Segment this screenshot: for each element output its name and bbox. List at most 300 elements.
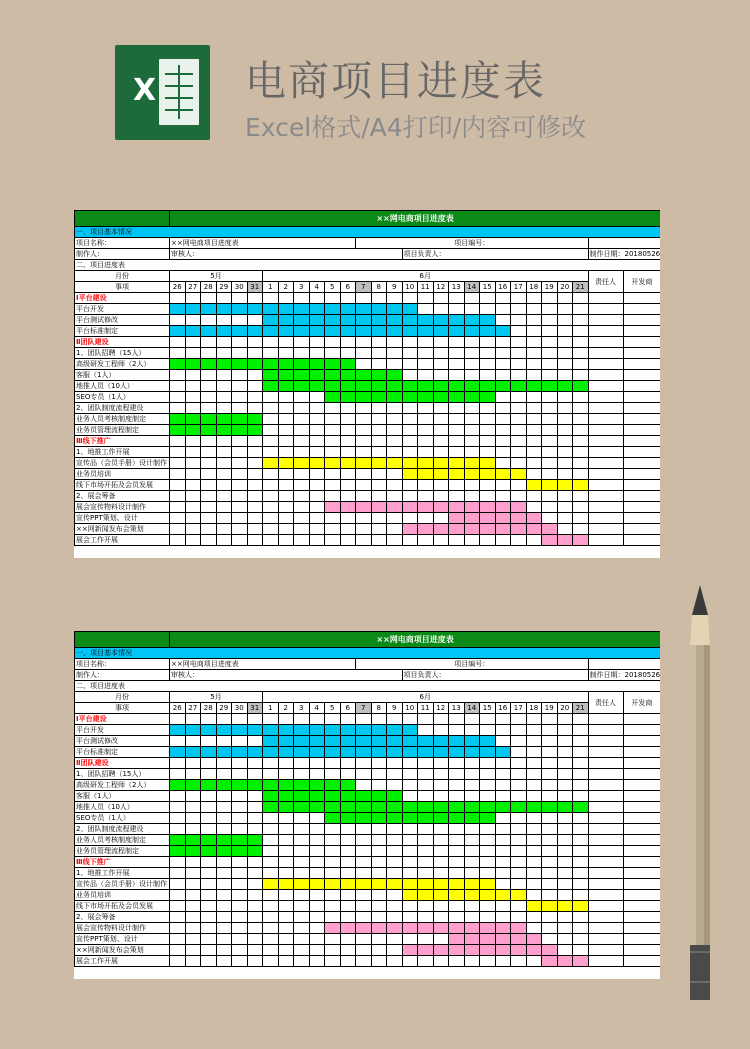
- gantt-empty-cell: [511, 791, 527, 802]
- table-row: [75, 758, 661, 769]
- gantt-empty-cell: [402, 956, 418, 967]
- gantt-bar-cell: [232, 780, 248, 791]
- gantt-empty-cell: [185, 491, 201, 502]
- gantt-bar-cell: [371, 725, 387, 736]
- gantt-bar-cell: [216, 780, 232, 791]
- gantt-empty-cell: [495, 293, 511, 304]
- gantt-empty-cell: [418, 835, 434, 846]
- day-header: 30: [232, 282, 248, 293]
- gantt-empty-cell: [573, 392, 589, 403]
- gantt-bar-cell: [170, 414, 186, 425]
- gantt-empty-cell: [526, 857, 542, 868]
- gantt-empty-cell: [402, 857, 418, 868]
- resp-cell: [588, 956, 623, 967]
- task-label-cell: 业务员培训: [75, 890, 170, 901]
- section-basic-info: 一、项目基本情况: [75, 227, 661, 238]
- gantt-empty-cell: [278, 890, 294, 901]
- gantt-empty-cell: [557, 425, 573, 436]
- gantt-empty-cell: [511, 535, 527, 546]
- gantt-empty-cell: [573, 436, 589, 447]
- gantt-empty-cell: [201, 758, 217, 769]
- gantt-empty-cell: [526, 846, 542, 857]
- gantt-empty-cell: [449, 436, 465, 447]
- gantt-empty-cell: [263, 535, 279, 546]
- gantt-empty-cell: [325, 758, 341, 769]
- gantt-bar-cell: [495, 469, 511, 480]
- gantt-bar-cell: [356, 791, 372, 802]
- gantt-bar-cell: [232, 326, 248, 337]
- gantt-empty-cell: [557, 337, 573, 348]
- gantt-empty-cell: [201, 813, 217, 824]
- dev-cell: [623, 535, 660, 546]
- gantt-empty-cell: [216, 758, 232, 769]
- gantt-empty-cell: [495, 337, 511, 348]
- gantt-empty-cell: [185, 879, 201, 890]
- gantt-bar-cell: [511, 934, 527, 945]
- gantt-bar-cell: [418, 502, 434, 513]
- table-row: [75, 535, 661, 546]
- gantt-bar-cell: [309, 326, 325, 337]
- gantt-bar-cell: [356, 304, 372, 315]
- gantt-bar-cell: [185, 425, 201, 436]
- gantt-bar-cell: [185, 304, 201, 315]
- gantt-empty-cell: [495, 879, 511, 890]
- gantt-empty-cell: [340, 901, 356, 912]
- gantt-empty-cell: [185, 857, 201, 868]
- gantt-bar-cell: [402, 502, 418, 513]
- gantt-empty-cell: [340, 469, 356, 480]
- gantt-bar-cell: [263, 315, 279, 326]
- gantt-bar-cell: [526, 524, 542, 535]
- gantt-empty-cell: [511, 747, 527, 758]
- gantt-bar-cell: [480, 879, 496, 890]
- gantt-empty-cell: [495, 414, 511, 425]
- gantt-empty-cell: [216, 714, 232, 725]
- gantt-empty-cell: [278, 813, 294, 824]
- gantt-empty-cell: [557, 524, 573, 535]
- gantt-empty-cell: [542, 370, 558, 381]
- gantt-empty-cell: [185, 769, 201, 780]
- dev-cell: [623, 348, 660, 359]
- gantt-empty-cell: [418, 758, 434, 769]
- day-header: 5: [325, 282, 341, 293]
- gantt-bar-cell: [371, 458, 387, 469]
- gantt-empty-cell: [433, 480, 449, 491]
- gantt-bar-cell: [356, 879, 372, 890]
- gantt-empty-cell: [464, 304, 480, 315]
- task-label-cell: 业务员培训: [75, 469, 170, 480]
- gantt-empty-cell: [170, 912, 186, 923]
- table-row: [75, 403, 661, 414]
- task-label-cell: 线下市场开拓及会员发展: [75, 480, 170, 491]
- gantt-empty-cell: [526, 736, 542, 747]
- gantt-empty-cell: [511, 425, 527, 436]
- day-header: 9: [387, 703, 403, 714]
- gantt-empty-cell: [170, 447, 186, 458]
- table-row: [75, 381, 661, 392]
- gantt-empty-cell: [387, 491, 403, 502]
- task-label-cell: 展会宣传物料设计制作: [75, 502, 170, 513]
- gantt-bar-cell: [464, 469, 480, 480]
- gantt-empty-cell: [232, 879, 248, 890]
- gantt-empty-cell: [232, 524, 248, 535]
- resp-cell: [588, 835, 623, 846]
- gantt-empty-cell: [232, 348, 248, 359]
- gantt-empty-cell: [247, 901, 263, 912]
- gantt-empty-cell: [464, 780, 480, 791]
- gantt-bar-cell: [480, 326, 496, 337]
- gantt-bar-cell: [542, 956, 558, 967]
- day-header: 7: [356, 703, 372, 714]
- gantt-empty-cell: [309, 758, 325, 769]
- gantt-bar-cell: [201, 425, 217, 436]
- gantt-empty-cell: [526, 912, 542, 923]
- gantt-empty-cell: [495, 868, 511, 879]
- gantt-empty-cell: [557, 359, 573, 370]
- gantt-empty-cell: [263, 956, 279, 967]
- gantt-bar-cell: [247, 747, 263, 758]
- gantt-empty-cell: [464, 293, 480, 304]
- gantt-bar-cell: [278, 370, 294, 381]
- gantt-empty-cell: [480, 912, 496, 923]
- day-header: 12: [433, 282, 449, 293]
- gantt-empty-cell: [371, 436, 387, 447]
- gantt-empty-cell: [573, 857, 589, 868]
- gantt-bar-cell: [201, 326, 217, 337]
- gantt-empty-cell: [387, 714, 403, 725]
- gantt-empty-cell: [325, 480, 341, 491]
- gantt-empty-cell: [309, 945, 325, 956]
- dev-cell: [623, 780, 660, 791]
- gantt-bar-cell: [542, 945, 558, 956]
- project-no-label: 项目编号：: [356, 659, 589, 670]
- gantt-bar-cell: [449, 923, 465, 934]
- gantt-empty-cell: [449, 769, 465, 780]
- gantt-empty-cell: [216, 934, 232, 945]
- dev-cell: [623, 879, 660, 890]
- gantt-bar-cell: [309, 736, 325, 747]
- gantt-empty-cell: [170, 769, 186, 780]
- section-heading: Ⅱ团队建设: [75, 337, 170, 348]
- gantt-empty-cell: [278, 436, 294, 447]
- gantt-bar-cell: [170, 359, 186, 370]
- section-progress: 二、项目进度表: [75, 681, 661, 692]
- gantt-bar-cell: [573, 480, 589, 491]
- gantt-empty-cell: [511, 725, 527, 736]
- gantt-empty-cell: [216, 381, 232, 392]
- gantt-bar-cell: [371, 326, 387, 337]
- gantt-bar-cell: [387, 879, 403, 890]
- task-label: 事项: [75, 703, 170, 714]
- task-label-cell: 客服（1人）: [75, 370, 170, 381]
- gantt-empty-cell: [418, 714, 434, 725]
- gantt-empty-cell: [418, 370, 434, 381]
- gantt-empty-cell: [573, 359, 589, 370]
- gantt-bar-cell: [263, 736, 279, 747]
- gantt-empty-cell: [278, 502, 294, 513]
- gantt-empty-cell: [278, 769, 294, 780]
- gantt-bar-cell: [263, 791, 279, 802]
- gantt-bar-cell: [340, 326, 356, 337]
- gantt-empty-cell: [325, 714, 341, 725]
- gantt-empty-cell: [216, 491, 232, 502]
- gantt-empty-cell: [418, 293, 434, 304]
- gantt-empty-cell: [356, 956, 372, 967]
- gantt-empty-cell: [356, 524, 372, 535]
- dev-cell: [623, 835, 660, 846]
- gantt-bar-cell: [201, 725, 217, 736]
- resp-cell: [588, 769, 623, 780]
- gantt-empty-cell: [309, 934, 325, 945]
- gantt-empty-cell: [557, 945, 573, 956]
- gantt-empty-cell: [573, 846, 589, 857]
- day-header: 6: [340, 703, 356, 714]
- gantt-empty-cell: [449, 714, 465, 725]
- day-header: 13: [449, 703, 465, 714]
- gantt-empty-cell: [371, 890, 387, 901]
- gantt-bar-cell: [449, 945, 465, 956]
- gantt-empty-cell: [201, 934, 217, 945]
- gantt-empty-cell: [201, 535, 217, 546]
- gantt-empty-cell: [387, 403, 403, 414]
- gantt-bar-cell: [201, 414, 217, 425]
- gantt-empty-cell: [294, 945, 310, 956]
- gantt-empty-cell: [263, 469, 279, 480]
- gantt-empty-cell: [216, 868, 232, 879]
- resp-cell: [588, 304, 623, 315]
- gantt-empty-cell: [557, 890, 573, 901]
- gantt-bar-cell: [480, 890, 496, 901]
- gantt-empty-cell: [263, 348, 279, 359]
- gantt-empty-cell: [526, 923, 542, 934]
- gantt-empty-cell: [557, 868, 573, 879]
- gantt-bar-cell: [232, 359, 248, 370]
- gantt-bar-cell: [340, 802, 356, 813]
- gantt-empty-cell: [449, 359, 465, 370]
- gantt-empty-cell: [185, 513, 201, 524]
- gantt-empty-cell: [511, 403, 527, 414]
- gantt-empty-cell: [356, 890, 372, 901]
- gantt-empty-cell: [449, 956, 465, 967]
- gantt-empty-cell: [185, 802, 201, 813]
- day-header: 9: [387, 282, 403, 293]
- task-label-cell: ××网新闻发布会策划: [75, 945, 170, 956]
- gantt-empty-cell: [278, 403, 294, 414]
- gantt-empty-cell: [232, 315, 248, 326]
- gantt-bar-cell: [387, 725, 403, 736]
- gantt-empty-cell: [433, 912, 449, 923]
- gantt-empty-cell: [433, 714, 449, 725]
- gantt-bar-cell: [294, 802, 310, 813]
- gantt-bar-cell: [511, 502, 527, 513]
- owner-label: 项目负责人：: [402, 249, 588, 260]
- gantt-bar-cell: [325, 304, 341, 315]
- gantt-empty-cell: [557, 491, 573, 502]
- gantt-empty-cell: [573, 725, 589, 736]
- gantt-empty-cell: [216, 879, 232, 890]
- gantt-empty-cell: [495, 912, 511, 923]
- gantt-empty-cell: [371, 956, 387, 967]
- resp-cell: [588, 447, 623, 458]
- gantt-empty-cell: [201, 491, 217, 502]
- gantt-empty-cell: [418, 901, 434, 912]
- gantt-empty-cell: [325, 436, 341, 447]
- gantt-empty-cell: [325, 846, 341, 857]
- gantt-bar-cell: [542, 802, 558, 813]
- gantt-empty-cell: [402, 780, 418, 791]
- gantt-bar-cell: [557, 956, 573, 967]
- task-label-cell: 客服（1人）: [75, 791, 170, 802]
- gantt-empty-cell: [402, 868, 418, 879]
- project-no-label: 项目编号：: [356, 238, 589, 249]
- gantt-empty-cell: [433, 846, 449, 857]
- day-header: 21: [573, 703, 589, 714]
- gantt-empty-cell: [480, 293, 496, 304]
- gantt-bar-cell: [433, 469, 449, 480]
- gantt-empty-cell: [449, 846, 465, 857]
- gantt-empty-cell: [309, 337, 325, 348]
- gantt-empty-cell: [170, 758, 186, 769]
- gantt-empty-cell: [464, 425, 480, 436]
- gantt-empty-cell: [542, 447, 558, 458]
- gantt-bar-cell: [294, 747, 310, 758]
- gantt-empty-cell: [433, 359, 449, 370]
- gantt-empty-cell: [263, 414, 279, 425]
- gantt-empty-cell: [340, 414, 356, 425]
- gantt-empty-cell: [402, 370, 418, 381]
- gantt-empty-cell: [542, 326, 558, 337]
- gantt-empty-cell: [557, 846, 573, 857]
- gantt-empty-cell: [526, 414, 542, 425]
- table-row: [75, 912, 661, 923]
- gantt-empty-cell: [573, 337, 589, 348]
- gantt-empty-cell: [402, 846, 418, 857]
- gantt-empty-cell: [216, 802, 232, 813]
- gantt-empty-cell: [247, 890, 263, 901]
- gantt-bar-cell: [480, 469, 496, 480]
- gantt-empty-cell: [201, 348, 217, 359]
- gantt-empty-cell: [557, 458, 573, 469]
- gantt-empty-cell: [216, 447, 232, 458]
- task-label-cell: 宣传品（会员手册）设计制作: [75, 458, 170, 469]
- dev-cell: [623, 458, 660, 469]
- gantt-empty-cell: [325, 513, 341, 524]
- gantt-empty-cell: [340, 945, 356, 956]
- resp-cell: [588, 436, 623, 447]
- gantt-empty-cell: [294, 480, 310, 491]
- gantt-empty-cell: [356, 857, 372, 868]
- gantt-empty-cell: [557, 392, 573, 403]
- day-header: 30: [232, 703, 248, 714]
- gantt-bar-cell: [464, 524, 480, 535]
- gantt-empty-cell: [356, 436, 372, 447]
- gantt-bar-cell: [449, 381, 465, 392]
- gantt-empty-cell: [526, 725, 542, 736]
- gantt-empty-cell: [418, 403, 434, 414]
- gantt-bar-cell: [325, 747, 341, 758]
- gantt-empty-cell: [464, 348, 480, 359]
- gantt-empty-cell: [356, 868, 372, 879]
- gantt-empty-cell: [495, 403, 511, 414]
- gantt-empty-cell: [557, 769, 573, 780]
- resp-cell: [588, 747, 623, 758]
- gantt-empty-cell: [418, 824, 434, 835]
- gantt-bar-cell: [418, 890, 434, 901]
- gantt-empty-cell: [542, 857, 558, 868]
- dev-cell: [623, 857, 660, 868]
- gantt-empty-cell: [325, 293, 341, 304]
- gantt-empty-cell: [294, 502, 310, 513]
- gantt-bar-cell: [418, 945, 434, 956]
- gantt-empty-cell: [542, 758, 558, 769]
- table-row: [75, 934, 661, 945]
- gantt-empty-cell: [433, 868, 449, 879]
- day-header: 2: [278, 703, 294, 714]
- gantt-empty-cell: [309, 293, 325, 304]
- gantt-bar-cell: [216, 304, 232, 315]
- gantt-empty-cell: [387, 780, 403, 791]
- gantt-bar-cell: [557, 535, 573, 546]
- gantt-empty-cell: [464, 414, 480, 425]
- gantt-empty-cell: [247, 934, 263, 945]
- gantt-empty-cell: [480, 857, 496, 868]
- gantt-empty-cell: [216, 315, 232, 326]
- gantt-bar-cell: [433, 923, 449, 934]
- gantt-bar-cell: [232, 747, 248, 758]
- gantt-bar-cell: [480, 934, 496, 945]
- gantt-empty-cell: [433, 337, 449, 348]
- gantt-empty-cell: [511, 392, 527, 403]
- gantt-empty-cell: [216, 403, 232, 414]
- gantt-bar-cell: [418, 458, 434, 469]
- gantt-empty-cell: [418, 956, 434, 967]
- gantt-bar-cell: [449, 392, 465, 403]
- resp-header: 责任人: [588, 692, 623, 714]
- gantt-empty-cell: [294, 714, 310, 725]
- gantt-bar-cell: [387, 370, 403, 381]
- gantt-bar-cell: [185, 359, 201, 370]
- gantt-empty-cell: [232, 293, 248, 304]
- resp-cell: [588, 802, 623, 813]
- day-header: 8: [371, 282, 387, 293]
- gantt-empty-cell: [495, 447, 511, 458]
- gantt-empty-cell: [185, 813, 201, 824]
- gantt-empty-cell: [325, 934, 341, 945]
- gantt-empty-cell: [232, 535, 248, 546]
- gantt-empty-cell: [449, 857, 465, 868]
- day-header: 16: [495, 282, 511, 293]
- gantt-empty-cell: [294, 414, 310, 425]
- gantt-empty-cell: [232, 923, 248, 934]
- gantt-empty-cell: [309, 436, 325, 447]
- gantt-bar-cell: [325, 502, 341, 513]
- gantt-bar-cell: [309, 791, 325, 802]
- gantt-empty-cell: [247, 535, 263, 546]
- gantt-empty-cell: [309, 857, 325, 868]
- gantt-empty-cell: [325, 868, 341, 879]
- gantt-empty-cell: [480, 780, 496, 791]
- gantt-empty-cell: [526, 458, 542, 469]
- gantt-bar-cell: [480, 513, 496, 524]
- gantt-empty-cell: [294, 513, 310, 524]
- gantt-bar-cell: [278, 359, 294, 370]
- gantt-empty-cell: [294, 524, 310, 535]
- gantt-bar-cell: [402, 326, 418, 337]
- gantt-empty-cell: [247, 802, 263, 813]
- table-row: [75, 348, 661, 359]
- gantt-empty-cell: [263, 524, 279, 535]
- gantt-bar-cell: [464, 747, 480, 758]
